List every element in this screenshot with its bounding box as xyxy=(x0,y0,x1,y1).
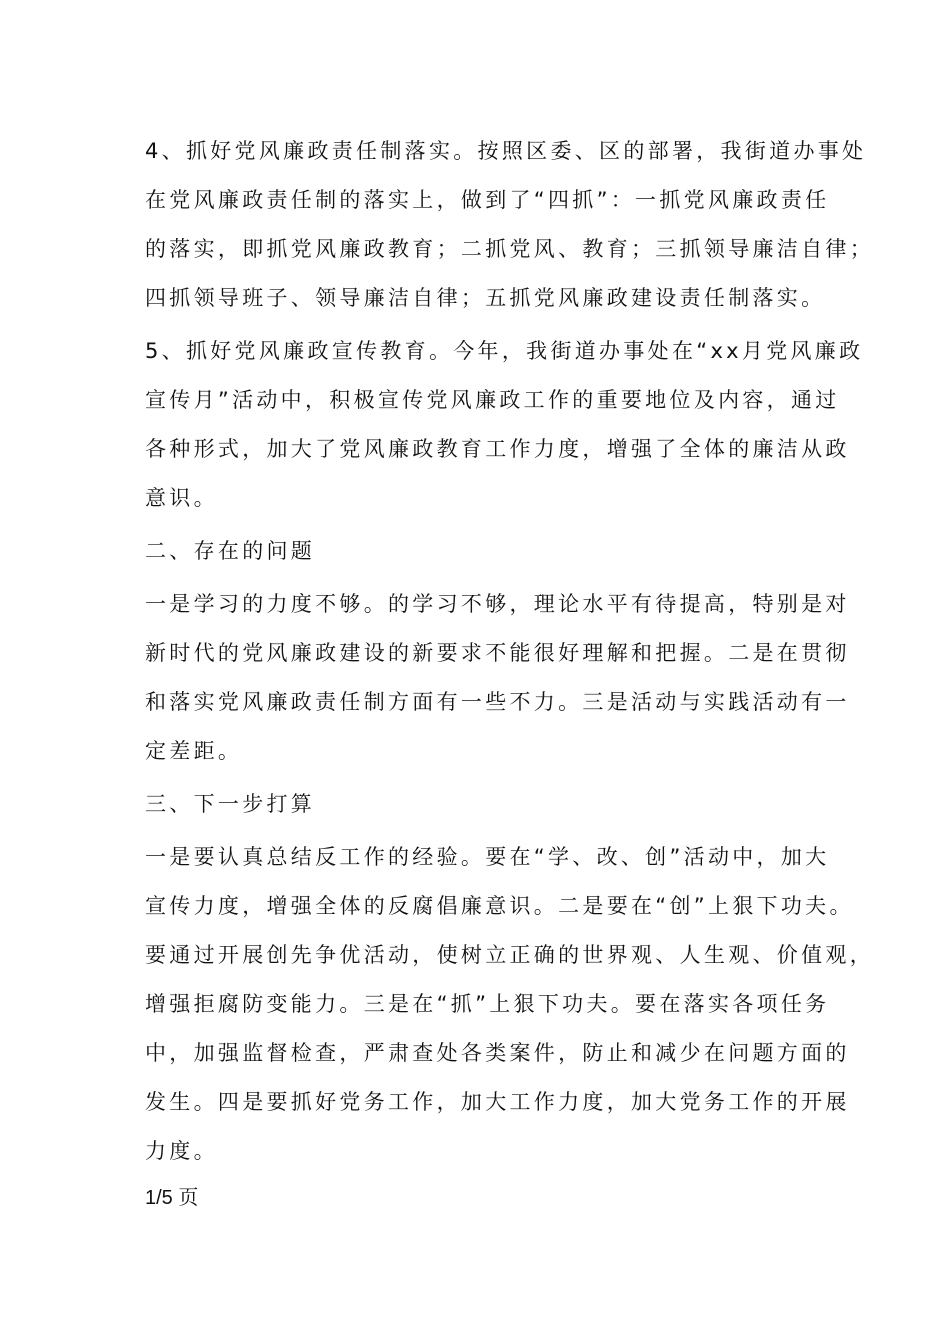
text-line: 和落实党风廉政责任制方面有一些不力。三是活动与实践活动有一 xyxy=(145,690,850,714)
text-line: 发生。四是要抓好党务工作，加大工作力度，加大党务工作的开展 xyxy=(145,1090,850,1114)
text-line: 5、抓好党风廉政宣传教育。今年，我街道办事处在“xx月党风廉政 xyxy=(145,339,864,363)
paragraph xyxy=(145,127,874,323)
text-line: 在党风廉政责任制的落实上，做到了“四抓”：一抓党风廉政责任 xyxy=(145,188,830,212)
text-line: 一是要认真总结反工作的经验。要在“学、改、创”活动中，加大 xyxy=(145,845,830,869)
text-line: 力度。 xyxy=(145,1139,218,1163)
text-line: 定差距。 xyxy=(145,739,243,763)
document-body xyxy=(145,127,874,1180)
paragraph xyxy=(145,327,864,523)
page-number: 1/5 页 xyxy=(145,1187,199,1209)
paragraph xyxy=(145,780,825,829)
text-line: 中，加强监督检查，严肃查处各类案件，防止和减少在问题方面的 xyxy=(145,1041,850,1065)
text-line: 各种形式，加大了党风廉政教育工作力度，增强了全体的廉洁从政 xyxy=(145,437,850,461)
text-line: 三、下一步打算 xyxy=(145,792,316,816)
text-line: 四抓领导班子、领导廉洁自律；五抓党风廉政建设责任制落实。 xyxy=(145,286,826,310)
paragraph xyxy=(145,527,825,576)
paragraph xyxy=(145,580,850,776)
text-line: 一是学习的力度不够。的学习不够，理论水平有待提高，特别是对 xyxy=(145,592,850,616)
text-line: 意识。 xyxy=(145,486,218,510)
text-line: 的落实，即抓党风廉政教育；二抓党风、教育；三抓领导廉洁自律； xyxy=(145,237,874,261)
text-line: 宣传月”活动中，积极宣传党风廉政工作的重要地位及内容，通过 xyxy=(145,388,840,412)
text-line: 宣传力度，增强全体的反腐倡廉意识。二是要在“创”上狠下功夫。 xyxy=(145,894,854,918)
text-line: 要通过开展创先争优活动，使树立正确的世界观、人生观、价值观， xyxy=(145,943,874,967)
text-line: 4、抓好党风廉政责任制落实。按照区委、区的部署，我街道办事处 xyxy=(145,139,867,163)
text-line: 增强拒腐防变能力。三是在“抓”上狠下功夫。要在落实各项任务 xyxy=(145,992,830,1016)
paragraph xyxy=(145,833,874,1176)
text-line: 二、存在的问题 xyxy=(145,539,316,563)
text-line: 新时代的党风廉政建设的新要求不能很好理解和把握。二是在贯彻 xyxy=(145,641,850,665)
